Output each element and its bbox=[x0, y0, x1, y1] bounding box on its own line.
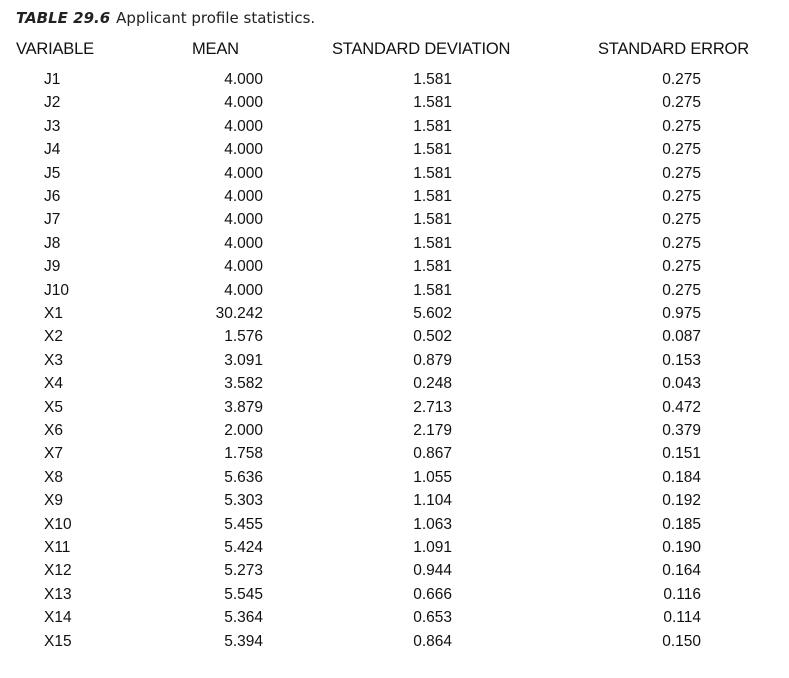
table-row bbox=[0, 586, 789, 609]
cell-mean: 3.879 bbox=[224, 398, 263, 416]
cell-standard-error: 0.151 bbox=[662, 445, 701, 463]
table-row bbox=[0, 469, 789, 492]
cell-standard-error: 0.184 bbox=[662, 468, 701, 486]
cell-standard-error: 0.043 bbox=[662, 375, 701, 393]
cell-variable: X8 bbox=[44, 468, 63, 486]
cell-mean: 1.758 bbox=[224, 445, 263, 463]
cell-standard-deviation: 0.879 bbox=[413, 351, 452, 369]
cell-standard-error: 0.192 bbox=[662, 492, 701, 510]
table-row bbox=[0, 305, 789, 328]
cell-mean: 5.636 bbox=[224, 468, 263, 486]
cell-standard-deviation: 1.581 bbox=[413, 211, 452, 229]
column-header-mean: MEAN bbox=[192, 40, 239, 58]
cell-variable: J10 bbox=[44, 281, 69, 299]
cell-standard-deviation: 0.666 bbox=[413, 585, 452, 603]
cell-standard-deviation: 0.944 bbox=[413, 562, 452, 580]
cell-standard-error: 0.275 bbox=[662, 117, 701, 135]
table-row bbox=[0, 516, 789, 539]
cell-standard-deviation: 1.581 bbox=[413, 71, 452, 88]
cell-variable: X4 bbox=[44, 375, 63, 393]
cell-mean: 4.000 bbox=[224, 164, 263, 182]
cell-standard-error: 0.164 bbox=[662, 562, 701, 580]
cell-standard-deviation: 0.502 bbox=[413, 328, 452, 346]
cell-standard-deviation: 1.581 bbox=[413, 234, 452, 252]
cell-variable: X9 bbox=[44, 492, 63, 510]
table-row bbox=[0, 282, 789, 305]
column-header-variable: VARIABLE bbox=[16, 40, 94, 58]
table-caption-text: Applicant profile statistics. bbox=[116, 9, 316, 27]
cell-standard-error: 0.275 bbox=[662, 141, 701, 159]
cell-mean: 5.364 bbox=[224, 609, 263, 627]
cell-variable: J3 bbox=[44, 117, 61, 135]
cell-mean: 5.424 bbox=[224, 539, 263, 556]
cell-variable: J5 bbox=[44, 164, 61, 182]
cell-variable: X14 bbox=[44, 609, 72, 627]
cell-standard-deviation: 1.581 bbox=[413, 258, 452, 276]
cell-mean: 4.000 bbox=[224, 281, 263, 299]
cell-standard-error: 0.379 bbox=[662, 422, 701, 439]
cell-mean: 4.000 bbox=[224, 258, 263, 276]
cell-standard-error: 0.087 bbox=[662, 328, 701, 346]
table-row bbox=[0, 562, 789, 585]
table-row bbox=[0, 94, 789, 117]
cell-standard-deviation: 0.867 bbox=[413, 445, 452, 463]
cell-variable: X11 bbox=[44, 539, 71, 556]
table-caption bbox=[16, 9, 315, 27]
cell-variable: X2 bbox=[44, 328, 63, 346]
cell-standard-deviation: 5.602 bbox=[413, 305, 452, 322]
cell-variable: J9 bbox=[44, 258, 61, 276]
cell-mean: 3.091 bbox=[224, 351, 263, 369]
table-row bbox=[0, 235, 789, 258]
cell-standard-deviation: 1.581 bbox=[413, 141, 452, 159]
cell-mean: 4.000 bbox=[224, 188, 263, 205]
cell-standard-error: 0.116 bbox=[663, 585, 701, 603]
cell-mean: 5.273 bbox=[224, 562, 263, 580]
table-row bbox=[0, 539, 789, 562]
cell-standard-error: 0.275 bbox=[662, 211, 701, 229]
table-row bbox=[0, 211, 789, 234]
table-row bbox=[0, 71, 789, 94]
table-row bbox=[0, 188, 789, 211]
cell-variable: J8 bbox=[44, 234, 61, 252]
cell-standard-error: 0.275 bbox=[662, 281, 701, 299]
table-row bbox=[0, 352, 789, 375]
cell-mean: 5.545 bbox=[224, 585, 263, 603]
cell-variable: J1 bbox=[44, 71, 61, 88]
cell-mean: 30.242 bbox=[215, 305, 263, 322]
table-row bbox=[0, 633, 789, 656]
table-row bbox=[0, 422, 789, 445]
table-row bbox=[0, 141, 789, 164]
table-caption-label: TABLE 29.6 bbox=[16, 9, 111, 27]
cell-mean: 4.000 bbox=[224, 234, 263, 252]
cell-mean: 1.576 bbox=[224, 328, 263, 346]
cell-variable: X5 bbox=[44, 398, 63, 416]
cell-variable: X3 bbox=[44, 351, 63, 369]
cell-standard-deviation: 1.581 bbox=[413, 188, 452, 205]
cell-variable: X7 bbox=[44, 445, 63, 463]
cell-standard-deviation: 0.248 bbox=[413, 375, 452, 393]
cell-standard-error: 0.472 bbox=[662, 398, 701, 416]
cell-standard-deviation: 1.581 bbox=[413, 281, 452, 299]
cell-variable: X13 bbox=[44, 585, 72, 603]
cell-variable: X15 bbox=[44, 632, 72, 650]
column-header-standard-error: STANDARD ERROR bbox=[598, 40, 749, 58]
table-row bbox=[0, 258, 789, 281]
table-row bbox=[0, 609, 789, 632]
cell-mean: 2.000 bbox=[224, 422, 263, 439]
cell-mean: 4.000 bbox=[224, 94, 263, 112]
table-row bbox=[0, 492, 789, 515]
cell-standard-error: 0.275 bbox=[662, 164, 701, 182]
cell-variable: X6 bbox=[44, 422, 63, 439]
cell-variable: J6 bbox=[44, 188, 61, 205]
cell-standard-error: 0.150 bbox=[662, 632, 701, 650]
cell-standard-deviation: 1.063 bbox=[413, 515, 452, 533]
cell-standard-error: 0.975 bbox=[662, 305, 701, 322]
cell-standard-deviation: 1.581 bbox=[413, 94, 452, 112]
cell-variable: X12 bbox=[44, 562, 72, 580]
cell-standard-error: 0.153 bbox=[662, 351, 701, 369]
cell-mean: 5.303 bbox=[224, 492, 263, 510]
cell-standard-deviation: 1.104 bbox=[413, 492, 452, 510]
cell-standard-deviation: 1.055 bbox=[413, 468, 452, 486]
cell-standard-deviation: 1.581 bbox=[413, 164, 452, 182]
cell-standard-deviation: 2.179 bbox=[413, 422, 452, 439]
cell-mean: 5.455 bbox=[224, 515, 263, 533]
cell-standard-error: 0.190 bbox=[662, 539, 701, 556]
table-row bbox=[0, 445, 789, 468]
cell-variable: X1 bbox=[44, 305, 63, 322]
cell-variable: J4 bbox=[44, 141, 61, 159]
cell-mean: 4.000 bbox=[224, 141, 263, 159]
cell-standard-deviation: 1.581 bbox=[413, 117, 452, 135]
cell-mean: 5.394 bbox=[224, 632, 263, 650]
cell-standard-deviation: 0.864 bbox=[413, 632, 452, 650]
cell-mean: 4.000 bbox=[224, 117, 263, 135]
cell-mean: 3.582 bbox=[224, 375, 263, 393]
table-row bbox=[0, 328, 789, 351]
table-row bbox=[0, 118, 789, 141]
table-row bbox=[0, 375, 789, 398]
cell-standard-error: 0.114 bbox=[663, 609, 701, 627]
table-row bbox=[0, 165, 789, 188]
cell-mean: 4.000 bbox=[224, 71, 263, 88]
cell-standard-deviation: 2.713 bbox=[413, 398, 452, 416]
cell-mean: 4.000 bbox=[224, 211, 263, 229]
cell-standard-deviation: 1.091 bbox=[413, 539, 452, 556]
cell-standard-deviation: 0.653 bbox=[413, 609, 452, 627]
cell-standard-error: 0.275 bbox=[662, 234, 701, 252]
cell-variable: J7 bbox=[44, 211, 61, 229]
table-row bbox=[0, 399, 789, 422]
column-header-standard-deviation: STANDARD DEVIATION bbox=[332, 40, 511, 58]
cell-standard-error: 0.185 bbox=[662, 515, 701, 533]
cell-standard-error: 0.275 bbox=[662, 71, 701, 88]
cell-standard-error: 0.275 bbox=[662, 188, 701, 205]
cell-standard-error: 0.275 bbox=[662, 258, 701, 276]
cell-variable: X10 bbox=[44, 515, 72, 533]
cell-variable: J2 bbox=[44, 94, 61, 112]
cell-standard-error: 0.275 bbox=[662, 94, 701, 112]
